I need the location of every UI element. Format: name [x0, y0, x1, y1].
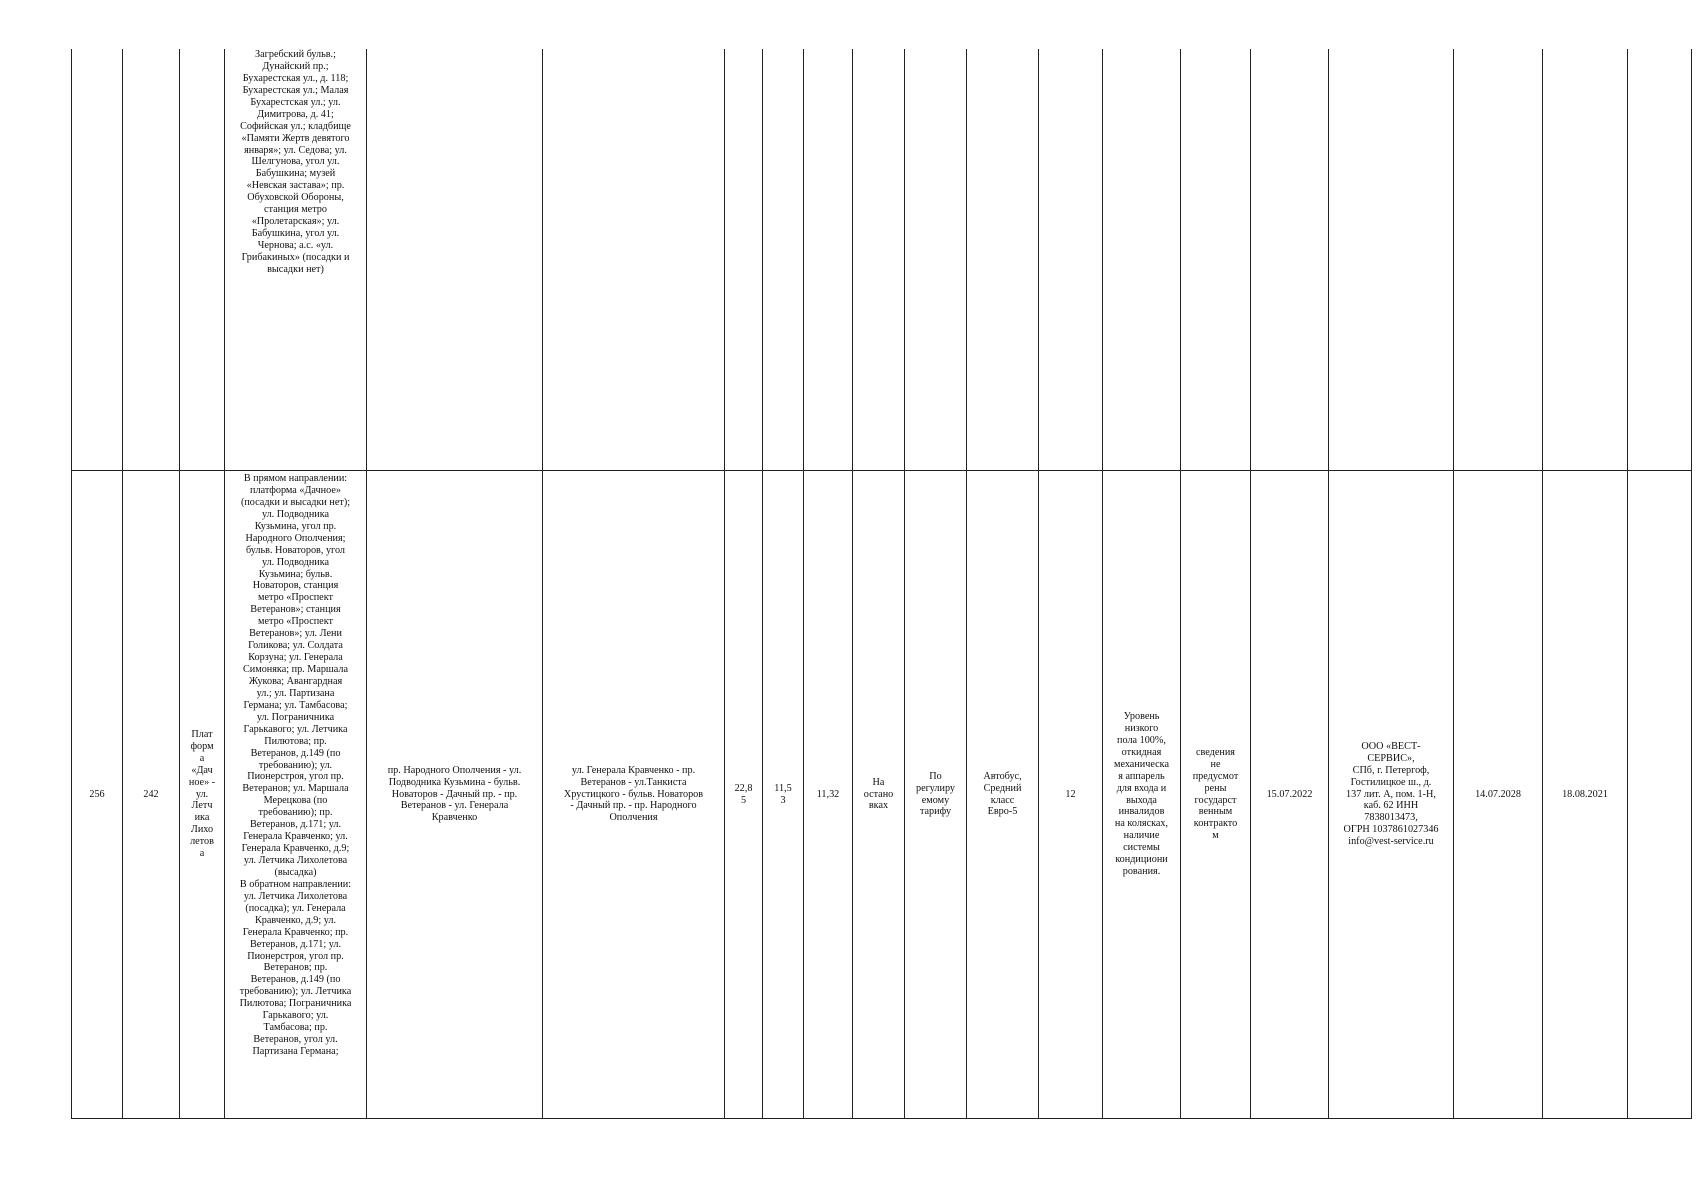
cell-vehicle: Автобус, Средний класс Евро-5 — [967, 471, 1039, 1119]
cell-empty — [72, 49, 123, 471]
cell-empty — [905, 49, 967, 471]
cell-streets-backward: ул. Генерала Кравченко - пр. Ветеранов - ул.Танкиста Хрустицкого - бульв. Новаторов - Дачный пр. - пр. Народного Ополчения — [543, 471, 725, 1119]
cell-end-date: 14.07.2028 — [1454, 471, 1543, 1119]
cell-empty — [543, 49, 725, 471]
cell-extra — [1628, 471, 1692, 1119]
cell-contract-info: сведения не предусмот рены государст венным контракто м — [1181, 471, 1251, 1119]
cell-start-date: 15.07.2022 — [1251, 471, 1329, 1119]
cell-length-total: 11,32 — [804, 471, 853, 1119]
cell-empty — [367, 49, 543, 471]
cell-stops: Загребский бульв.; Дунайский пр.; Бухарестская ул., д. 118; Бухарестская ул.; Малая Бухарестская ул.; ул. Димитрова, д. 41; Софийская ул.; кладбище «Памяти Жертв девятого января»; ул. Седова; ул. Шелгунова, угол ул. Бабушкина; музей «Невская застава»; пр. Обуховской Обороны, станция метро «Пролетарская»; ул. Бабушкина, угол ул. Чернова; а.с. «ул. Грибакиных» (посадки и высадки нет) — [225, 49, 367, 471]
cell-vehicle-count: 12 — [1039, 471, 1103, 1119]
table-row — [72, 471, 1692, 1119]
cell-empty — [123, 49, 180, 471]
cell-tariff: По регулиру емому тарифу — [905, 471, 967, 1119]
cell-record-date: 18.08.2021 — [1543, 471, 1628, 1119]
cell-vehicle-features: Уровень низкого пола 100%, откидная механическа я аппарель для входа и выхода инвалидов на колясках, наличие системы кондициони рования. — [1103, 471, 1181, 1119]
table-row-continued — [72, 49, 1692, 471]
cell-empty — [1454, 49, 1543, 471]
cell-empty — [1543, 49, 1628, 471]
cell-streets-forward: пр. Народного Ополчения - ул. Подводника Кузьмина - бульв. Новаторов - Дачный пр. - пр. Ветеранов - ул. Генерала Кравченко — [367, 471, 543, 1119]
cell-length-forward: 22,8 5 — [725, 471, 763, 1119]
cell-empty — [1628, 49, 1692, 471]
cell-stops: В прямом направлении: платформа «Дачное» (посадки и высадки нет); ул. Подводника Кузьмина, угол пр. Народного Ополчения; бульв. Новаторов, угол ул. Подводника Кузьмина; бульв. Новаторов, станция метро «Проспект Ветеранов»; станция метро «Проспект Ветеранов»; ул. Лени Голикова; ул. Солдата Корзуна; ул. Генерала Симоняка; пр. Маршала Жукова; Авангардная ул.; ул. Партизана Германа; ул. Тамбасова; ул. Пограничника Гарькавого; ул. Летчика Пилютова; пр. Ветеранов, д.149 (по требованию); ул. Пионерстроя, угол пр. Ветеранов; ул. Маршала Мерецкова (по требованию); пр. Ветеранов, д.171; ул. Генерала Кравченко; ул. Генерала Кравченко, д.9; ул. Летчика Лихолетова (высадка) В обратном направлении: ул. Летчика Лихолетова (посадка); ул. Генерала Кравченко, д.9; ул. Генерала Кравченко; пр. Ветеранов, д.171; ул. Пионерстроя, угол пр. Ветеранов; пр. Ветеранов, д.149 (по требованию); ул. Летчика Пилютова; Пограничника Гарькавого; ул. Тамбасова; пр. Ветеранов, угол ул. Партизана Германа; — [225, 471, 367, 1119]
cell-length-backward: 11,5 3 — [763, 471, 804, 1119]
cell-empty — [1251, 49, 1329, 471]
cell-carrier: ООО «ВЕСТ- СЕРВИС», СПб, г. Петергоф, Гостилицкое ш., д. 137 лит. А, пом. 1-Н, каб. 62 ИНН 7838013473, ОГРН 1037861027346 info@vest-service.ru — [1329, 471, 1454, 1119]
cell-empty — [763, 49, 804, 471]
cell-empty — [1181, 49, 1251, 471]
cell-empty — [1329, 49, 1454, 471]
cell-route-name: Плат форм а «Дач ное» - ул. Летч ика Лихо летов а — [180, 471, 225, 1119]
cell-boarding-order: На остано вках — [853, 471, 905, 1119]
cell-empty — [853, 49, 905, 471]
cell-empty — [1103, 49, 1181, 471]
cell-empty — [1039, 49, 1103, 471]
cell-empty — [967, 49, 1039, 471]
cell-empty — [725, 49, 763, 471]
cell-empty — [804, 49, 853, 471]
cell-reg-number: 256 — [72, 471, 123, 1119]
cell-empty — [180, 49, 225, 471]
route-registry-table — [71, 49, 1692, 1119]
cell-route-number: 242 — [123, 471, 180, 1119]
